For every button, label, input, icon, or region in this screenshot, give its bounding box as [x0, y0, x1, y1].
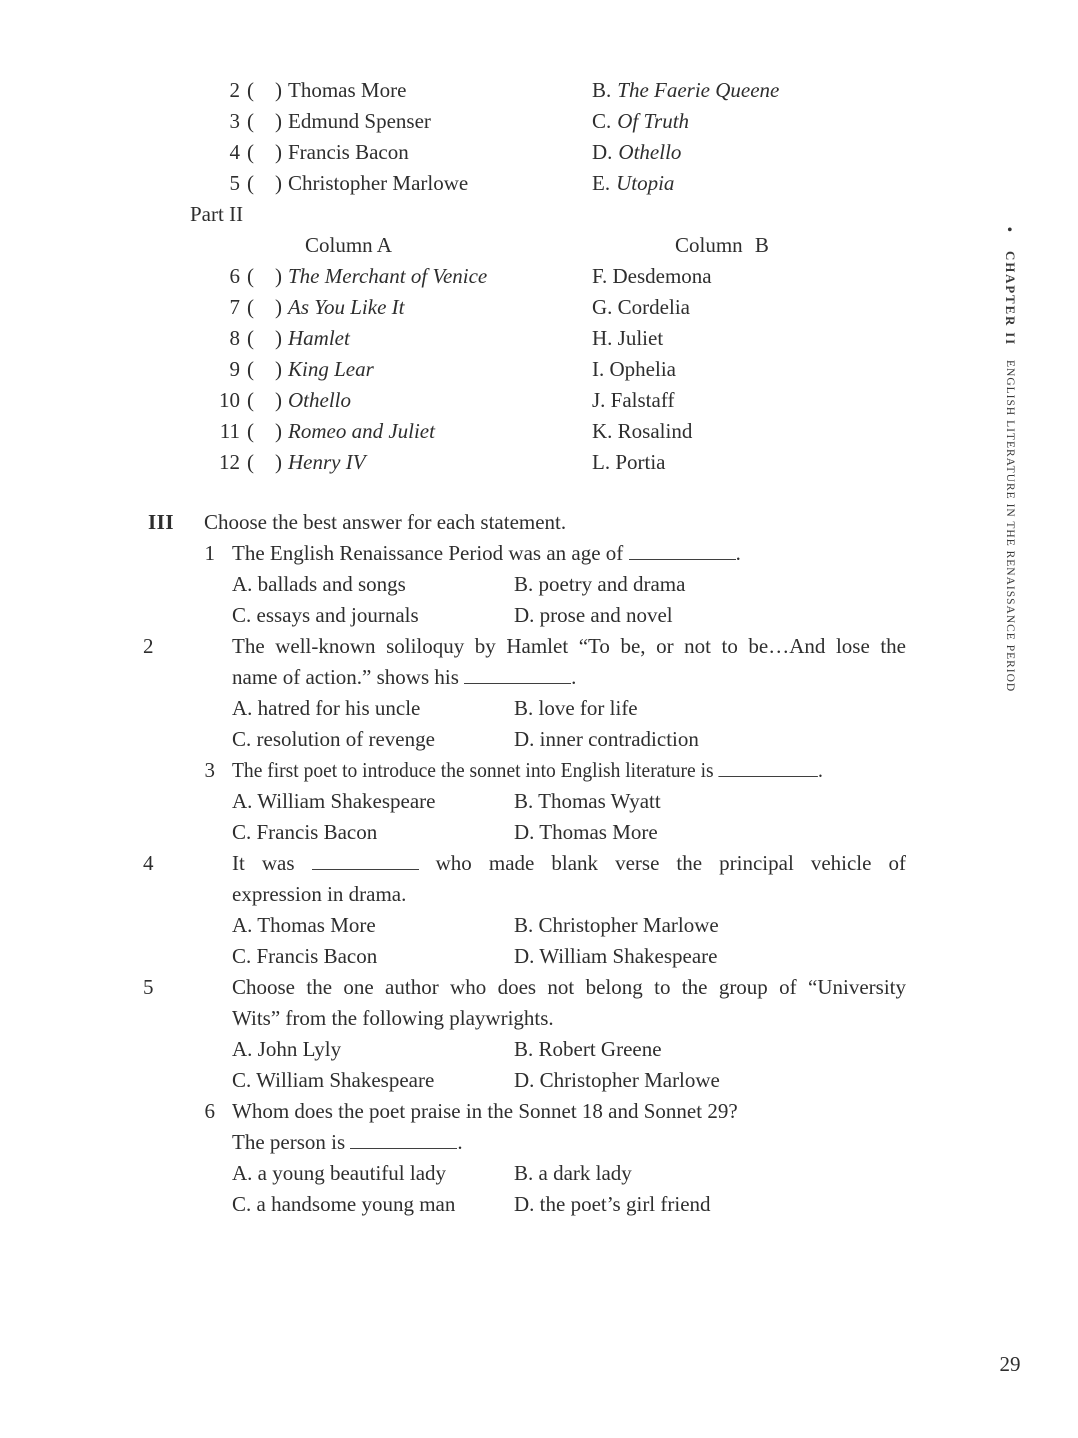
matching-row: [143, 385, 906, 416]
match-option: G. Cordelia: [592, 295, 690, 319]
question-text: Choose the one author who does not belong to the group of “University: [232, 975, 906, 999]
option-c: C. Francis Bacon: [232, 820, 378, 844]
option-key: D.: [592, 140, 613, 164]
work-title: The Merchant of Venice: [288, 264, 488, 288]
option-key: B.: [592, 78, 612, 102]
question-number: 2: [143, 634, 154, 658]
item-number: 7: [229, 295, 240, 319]
option-a: A. hatred for his uncle: [232, 696, 421, 720]
author-name: Edmund Spenser: [288, 109, 431, 133]
match-option: L. Portia: [592, 450, 666, 474]
match-option: J. Falstaff: [592, 388, 675, 412]
question-line: [143, 1096, 906, 1127]
item-number: 10: [219, 388, 240, 412]
option-a: A. ballads and songs: [232, 572, 406, 596]
question-line: [143, 755, 906, 786]
item-number: 11: [219, 419, 240, 443]
page-content: [143, 75, 906, 1220]
question-text: .: [818, 758, 823, 782]
answer-parens: ( ): [247, 295, 282, 319]
answer-parens: ( ): [247, 264, 282, 288]
matching-row: [143, 168, 906, 199]
answer-parens: ( ): [247, 388, 282, 412]
option-c: C. a handsome young man: [232, 1192, 456, 1216]
section-numeral: III: [148, 510, 175, 534]
fill-in-blank: [312, 864, 419, 870]
question-text: The person is: [232, 1130, 351, 1154]
section-iii: [143, 507, 906, 1220]
options-row: [143, 786, 906, 817]
work-title: Othello: [618, 140, 682, 164]
match-option: I. Ophelia: [592, 357, 676, 381]
item-number: 9: [229, 357, 240, 381]
option-b: B. poetry and drama: [514, 572, 686, 596]
option-b: B. a dark lady: [514, 1161, 632, 1185]
question-text: who made blank verse the principal vehicle of: [418, 851, 906, 875]
matching-row: [143, 261, 906, 292]
question-line: [143, 631, 906, 662]
question-text: The first poet to introduce the sonnet into English literature is: [232, 758, 719, 782]
fill-in-blank: [719, 771, 819, 777]
answer-parens: ( ): [247, 419, 282, 443]
author-name: Francis Bacon: [288, 140, 409, 164]
matching-row: [143, 447, 906, 478]
work-title: Othello: [288, 388, 351, 412]
option-b: B. love for life: [514, 696, 638, 720]
question-text: .: [735, 541, 741, 565]
option-key: C.: [592, 109, 612, 133]
option-c: C. William Shakespeare: [232, 1068, 435, 1092]
option-c: C. essays and journals: [232, 603, 419, 627]
item-number: 5: [229, 171, 240, 195]
option-key: E.: [592, 171, 611, 195]
options-row: [143, 600, 906, 631]
work-title: Utopia: [616, 171, 675, 195]
options-row: [143, 817, 906, 848]
question-line: [143, 848, 906, 879]
question-line: [143, 1127, 906, 1158]
option-c: C. resolution of revenge: [232, 727, 435, 751]
match-option: [592, 168, 674, 199]
matching-row: [143, 323, 906, 354]
match-option: F. Desdemona: [592, 264, 712, 288]
answer-parens: ( ): [247, 140, 282, 164]
item-number: 2: [229, 78, 240, 102]
answer-parens: ( ): [247, 450, 282, 474]
chapter-label: CHAPTER II: [1003, 251, 1018, 346]
answer-parens: ( ): [247, 171, 282, 195]
option-a: A. Thomas More: [232, 913, 376, 937]
question-number: 4: [143, 851, 154, 875]
question-text: The well-known soliloquy by Hamlet “To be, or not to be…And lose the: [232, 634, 906, 658]
option-d: D. William Shakespeare: [514, 944, 718, 968]
options-row: [143, 910, 906, 941]
matching-row: [143, 416, 906, 447]
question-line: [143, 972, 906, 1003]
question-number: 1: [204, 541, 215, 565]
answer-parens: ( ): [247, 78, 282, 102]
matching-row: [143, 137, 906, 168]
answer-parens: ( ): [247, 357, 282, 381]
work-title: King Lear: [288, 357, 374, 381]
match-option: [592, 137, 681, 168]
matching-row: [143, 75, 906, 106]
work-title: Of Truth: [617, 109, 690, 133]
column-a-header: Column A: [305, 233, 392, 257]
question-text-wrap: [232, 755, 823, 786]
option-d: D. Christopher Marlowe: [514, 1068, 720, 1092]
work-title: As You Like It: [288, 295, 405, 319]
question-number: 3: [204, 758, 215, 782]
matching-row: [143, 292, 906, 323]
option-d: D. inner contradiction: [514, 727, 699, 751]
match-option: [592, 75, 779, 106]
options-row: [143, 1065, 906, 1096]
work-title: Henry IV: [288, 450, 366, 474]
page-number: 29: [999, 1352, 1021, 1376]
matching-row: [143, 354, 906, 385]
options-row: [143, 941, 906, 972]
question-line: [143, 538, 906, 569]
bullet-icon: •: [1007, 222, 1013, 239]
question-text: Wits” from the following playwrights.: [232, 1006, 554, 1030]
option-b: B. Christopher Marlowe: [514, 913, 719, 937]
options-row: [143, 693, 906, 724]
work-title: Hamlet: [288, 326, 350, 350]
question-number: 6: [204, 1099, 215, 1123]
question-text: It was: [232, 851, 312, 875]
option-a: A. John Lyly: [232, 1037, 342, 1061]
matching-row: [143, 106, 906, 137]
column-headers: [143, 230, 906, 261]
options-row: [143, 569, 906, 600]
match-option: [592, 106, 689, 137]
work-title: Romeo and Juliet: [288, 419, 435, 443]
options-row: [143, 1158, 906, 1189]
chapter-sidebar: [1002, 251, 1018, 692]
question-text: name of action.” shows his: [232, 665, 465, 689]
item-number: 3: [229, 109, 240, 133]
option-d: D. Thomas More: [514, 820, 658, 844]
section-instruction: Choose the best answer for each statement.: [204, 510, 567, 534]
question-text: .: [571, 665, 577, 689]
option-d: D. the poet’s girl friend: [514, 1192, 711, 1216]
option-b: B. Robert Greene: [514, 1037, 662, 1061]
question-text: The English Renaissance Period was an age of: [232, 541, 629, 565]
fill-in-blank: [464, 678, 571, 684]
column-b-header: Column B: [675, 233, 769, 257]
question-text: Whom does the poet praise in the Sonnet 18 and Sonnet 29?: [232, 1099, 738, 1123]
answer-parens: ( ): [247, 109, 282, 133]
fill-in-blank: [350, 1143, 457, 1149]
question-text: .: [457, 1130, 463, 1154]
fill-in-blank: [629, 554, 736, 560]
item-number: 6: [229, 264, 240, 288]
part-heading: Part II: [190, 202, 244, 226]
question-text: expression in drama.: [232, 882, 407, 906]
question-line: [143, 879, 906, 910]
option-c: C. Francis Bacon: [232, 944, 378, 968]
author-name: Thomas More: [288, 78, 407, 102]
item-number: 12: [219, 450, 240, 474]
answer-parens: ( ): [247, 326, 282, 350]
options-row: [143, 1034, 906, 1065]
option-b: B. Thomas Wyatt: [514, 789, 661, 813]
question-line: [143, 662, 906, 693]
work-title: The Faerie Queene: [617, 78, 780, 102]
author-name: Christopher Marlowe: [288, 171, 469, 195]
option-a: A. a young beautiful lady: [232, 1161, 447, 1185]
item-number: 8: [229, 326, 240, 350]
option-d: D. prose and novel: [514, 603, 673, 627]
section-heading: [143, 507, 906, 538]
option-a: A. William Shakespeare: [232, 789, 436, 813]
match-option: H. Juliet: [592, 326, 664, 350]
question-line: [143, 1003, 906, 1034]
chapter-title: ENGLISH LITERATURE IN THE RENAISSANCE PERIOD: [1004, 359, 1016, 693]
match-option: K. Rosalind: [592, 419, 693, 443]
options-row: [143, 724, 906, 755]
question-number: 5: [143, 975, 154, 999]
options-row: [143, 1189, 906, 1220]
item-number: 4: [229, 140, 240, 164]
